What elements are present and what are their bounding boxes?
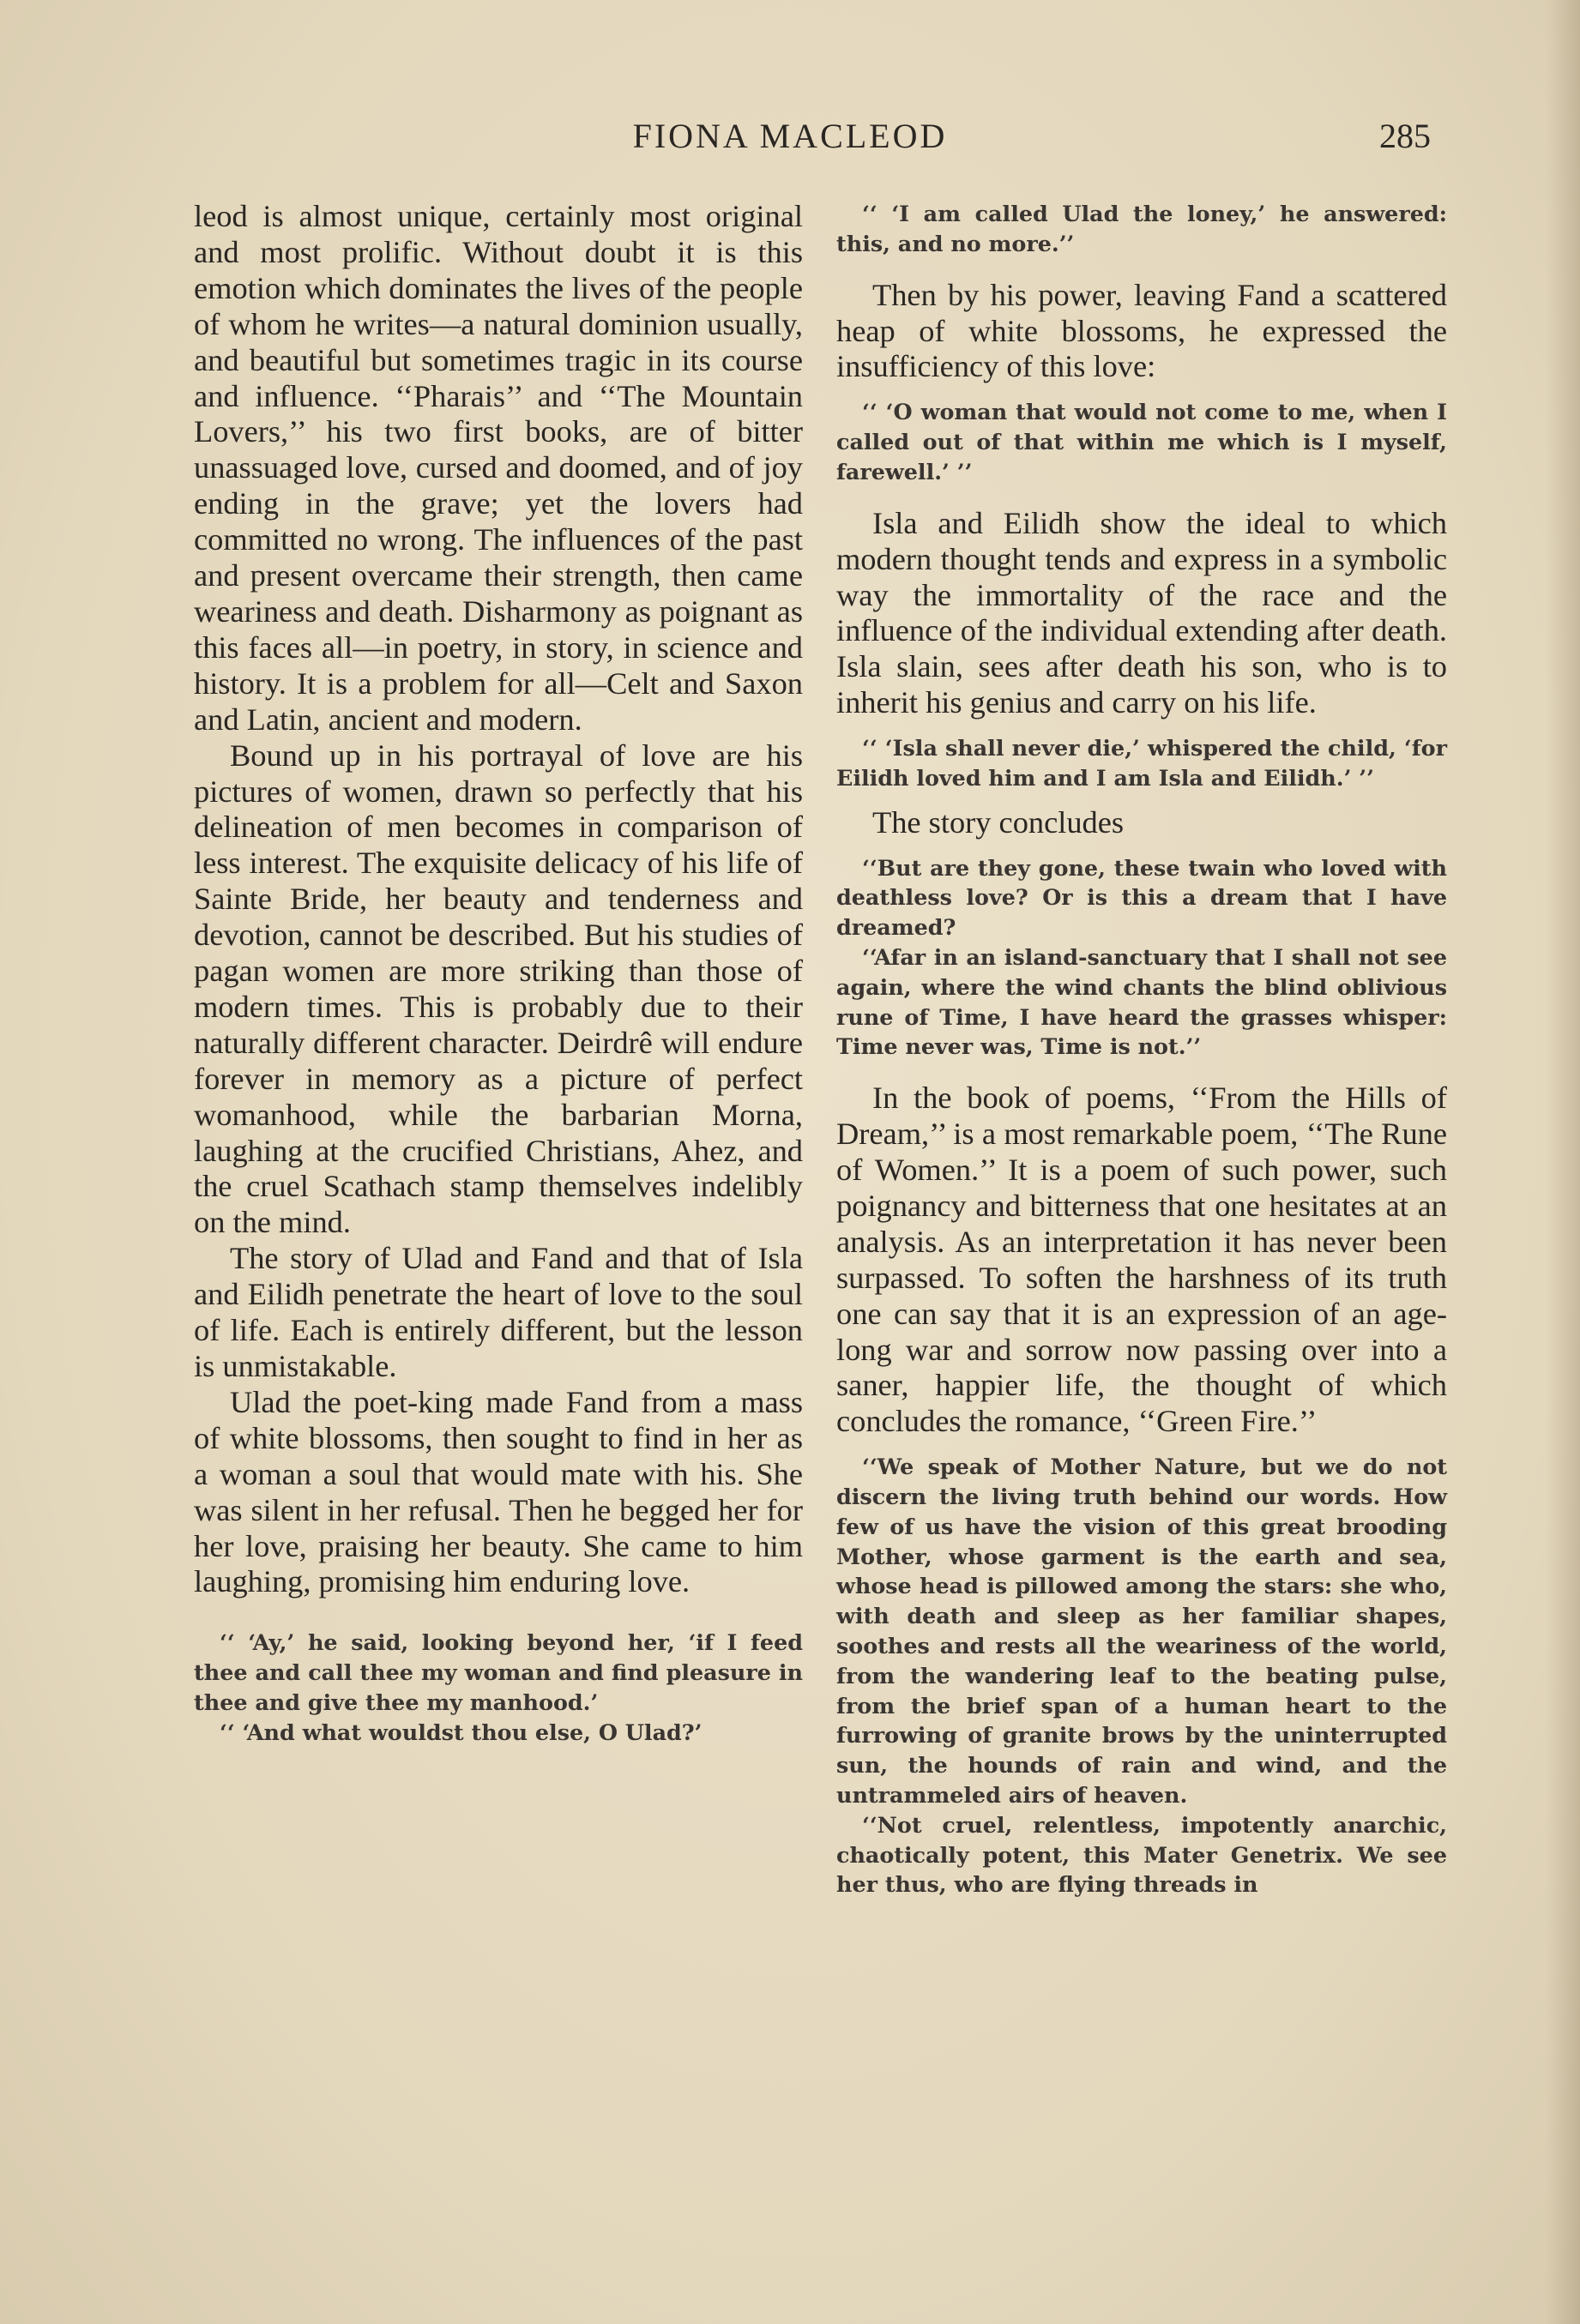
block-quote: ‘‘But are they gone, these twain who loved with deathless love? Or is this a dream that I have dreamed? — [836, 854, 1447, 941]
block-quote: ‘‘We speak of Mother Nature, but we do not discern the living truth behind our words. How few of us have the vision of this great brooding Mother, whose garment is the earth and sea, whose head is pillowed among the stars: she who, with death and sleep as her familiar shapes, soothes and rests all the weariness of the world, from the wandering leaf to the beating pulse, from the brief span of a human heart to the furrowing of granite brows by the uninterrupted sun, the hounds of rain and wind, and the untrammeled airs of heaven. — [836, 1454, 1447, 1809]
paragraph: Bound up in his portrayal of love are his pictures of women, drawn so perfectly that his delineation of men becomes in comparison of less interest. The exquisite delicacy of his life of Sainte Bride, her beauty and tenderness and devotion, cannot be described. But his studies of pagan women are more striking than those of modern times. This is probably due to their naturally different character. Deirdrê will endure forever in memory as a picture of perfect womanhood, while the barbarian Morna, laughing at the crucified Christians, Ahez, and the cruel Scathach stamp themselves indelibly on the mind. — [194, 738, 803, 1240]
block-quote: ‘‘ ‘And what wouldst thou else, O Ulad?’ — [220, 1719, 703, 1745]
block-quote: ‘‘Not cruel, relentless, impotently anarchic, chaotically potent, this Mater Genetrix. We see her thus, who are flying threads in — [836, 1811, 1447, 1898]
page-edge-shadow — [1546, 0, 1580, 2324]
page-header — [0, 116, 1580, 167]
block-quote: ‘‘ ‘Ay,’ he said, looking beyond her, ‘if I feed thee and call thee my woman and find pleasure in thee and give thee my manhood.’ — [194, 1629, 803, 1715]
paragraph: Isla and Eilidh show the ideal to which modern thought tends and express in a symbolic way the immortality of the race and the influence of the individual extending after death. Isla slain, sees after death his son, who is to inherit his genius and carry on his life. — [836, 505, 1447, 720]
paragraph: Then by his power, leaving Fand a scattered heap of white blossoms, he expressed the insufficiency of this love: — [836, 277, 1447, 384]
paragraph: The story of Ulad and Fand and that of Isla and Eilidh penetrate the heart of love to the soul of life. Each is entirely different, but the lesson is unmistakable. — [194, 1241, 803, 1383]
block-quote: ‘‘ ‘O woman that would not come to me, when I called out of that within me which is I myself, farewell.’ ’’ — [836, 399, 1447, 485]
paragraph: In the book of poems, ‘‘From the Hills of Dream,’’ is a most remarkable poem, ‘‘The Rune of Women.’’ It is a poem of such power, such poignancy and bitterness that one hesitates at an analysis. As an interpretation it has never been surpassed. To soften the harshness of its truth one can say that it is an expression of an age-long war and sorrow now passing over into a saner, happier life, the thought of which concludes the romance, ‘‘Green Fire.’’ — [836, 1081, 1447, 1439]
page-number: 285 — [1379, 117, 1431, 155]
block-quote: ‘‘ ‘I am called Ulad the loney,’ he answered: this, and no more.’’ — [836, 201, 1447, 256]
running-title: FIONA MACLEOD — [632, 117, 948, 155]
block-quote: ‘‘Afar in an island-sanctuary that I shall not see again, where the wind chants the blind oblivious rune of Time, I have heard the grasses whisper: Time never was, Time is not.’’ — [836, 944, 1447, 1060]
left-column — [194, 199, 803, 1748]
block-quote: ‘‘ ‘Isla shall never die,’ whispered the child, ‘for Eilidh loved him and I am Isla and Eilidh.’ ’’ — [836, 735, 1447, 791]
paragraph: The story concludes — [872, 804, 1125, 840]
paragraph: Ulad the poet-king made Fand from a mass of white blossoms, then sought to find in her as a woman a soul that would mate with his. She was silent in her refusal. Then he begged her for her love, praising her beauty. She came to him laughing, promising him enduring love. — [194, 1384, 803, 1599]
right-column — [836, 199, 1447, 1900]
paragraph: leod is almost unique, certainly most original and most prolific. Without doubt it is this emotion which dominates the lives of the people of whom he writes—a natural dominion usually, and beautiful but sometimes tragic in its course and influence. ‘‘Pharais’’ and ‘‘The Mountain Lovers,’’ his two first books, are of bitter unassuaged love, cursed and doomed, and of joy ending in the grave; yet the lovers had committed no wrong. The influences of the past and present overcame their strength, then came weariness and death. Disharmony as poignant as this faces all—in poetry, in story, in science and history. It is a problem for all—Celt and Saxon and Latin, ancient and modern. — [194, 199, 803, 737]
